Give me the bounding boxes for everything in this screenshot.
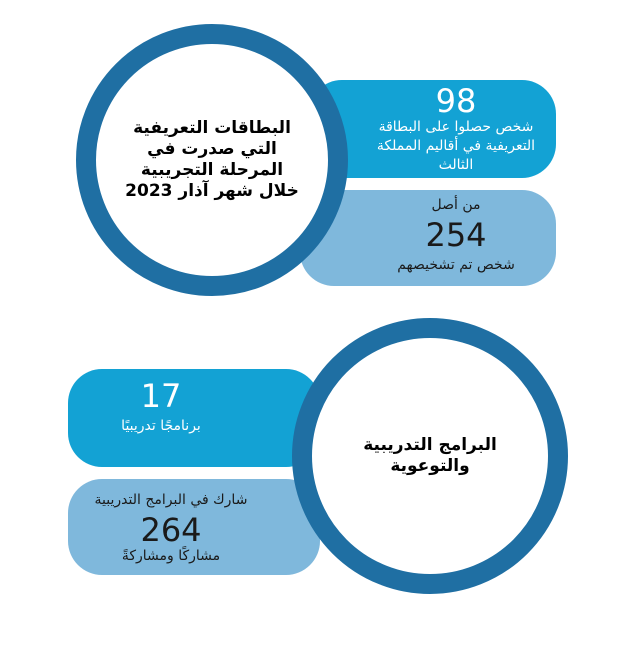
diagnosed-description: شخص تم تشخيصهم — [397, 257, 515, 273]
participants-prefix: شارك في البرامج التدريبية — [94, 492, 248, 508]
diagnosed-number: 254 — [425, 216, 487, 254]
identity-cards-title: البطاقات التعريفية التي صدرت في المرحلة التجريبية خلال شهر آذار 2023 — [125, 118, 299, 201]
identity-cards-circle — [76, 24, 348, 296]
identity-cards-number: 98 — [435, 82, 477, 120]
training-programs-circle — [292, 318, 568, 594]
training-programs-title: البرامج التدريبية والتوعوية — [363, 435, 497, 476]
training-programs-count-card — [68, 369, 320, 467]
participants-card — [68, 479, 320, 575]
training-programs-number: 17 — [140, 377, 182, 415]
identity-cards-description: شخص حصلوا على البطاقة التعريفية في أقاليم المملكة الثالث — [376, 119, 536, 173]
diagnosed-prefix: من أصل — [431, 197, 481, 213]
participants-number: 264 — [140, 511, 202, 549]
training-programs-description: برنامجًا تدريبيًا — [121, 418, 201, 434]
participants-description: مشاركًا ومشاركةً — [121, 548, 221, 564]
